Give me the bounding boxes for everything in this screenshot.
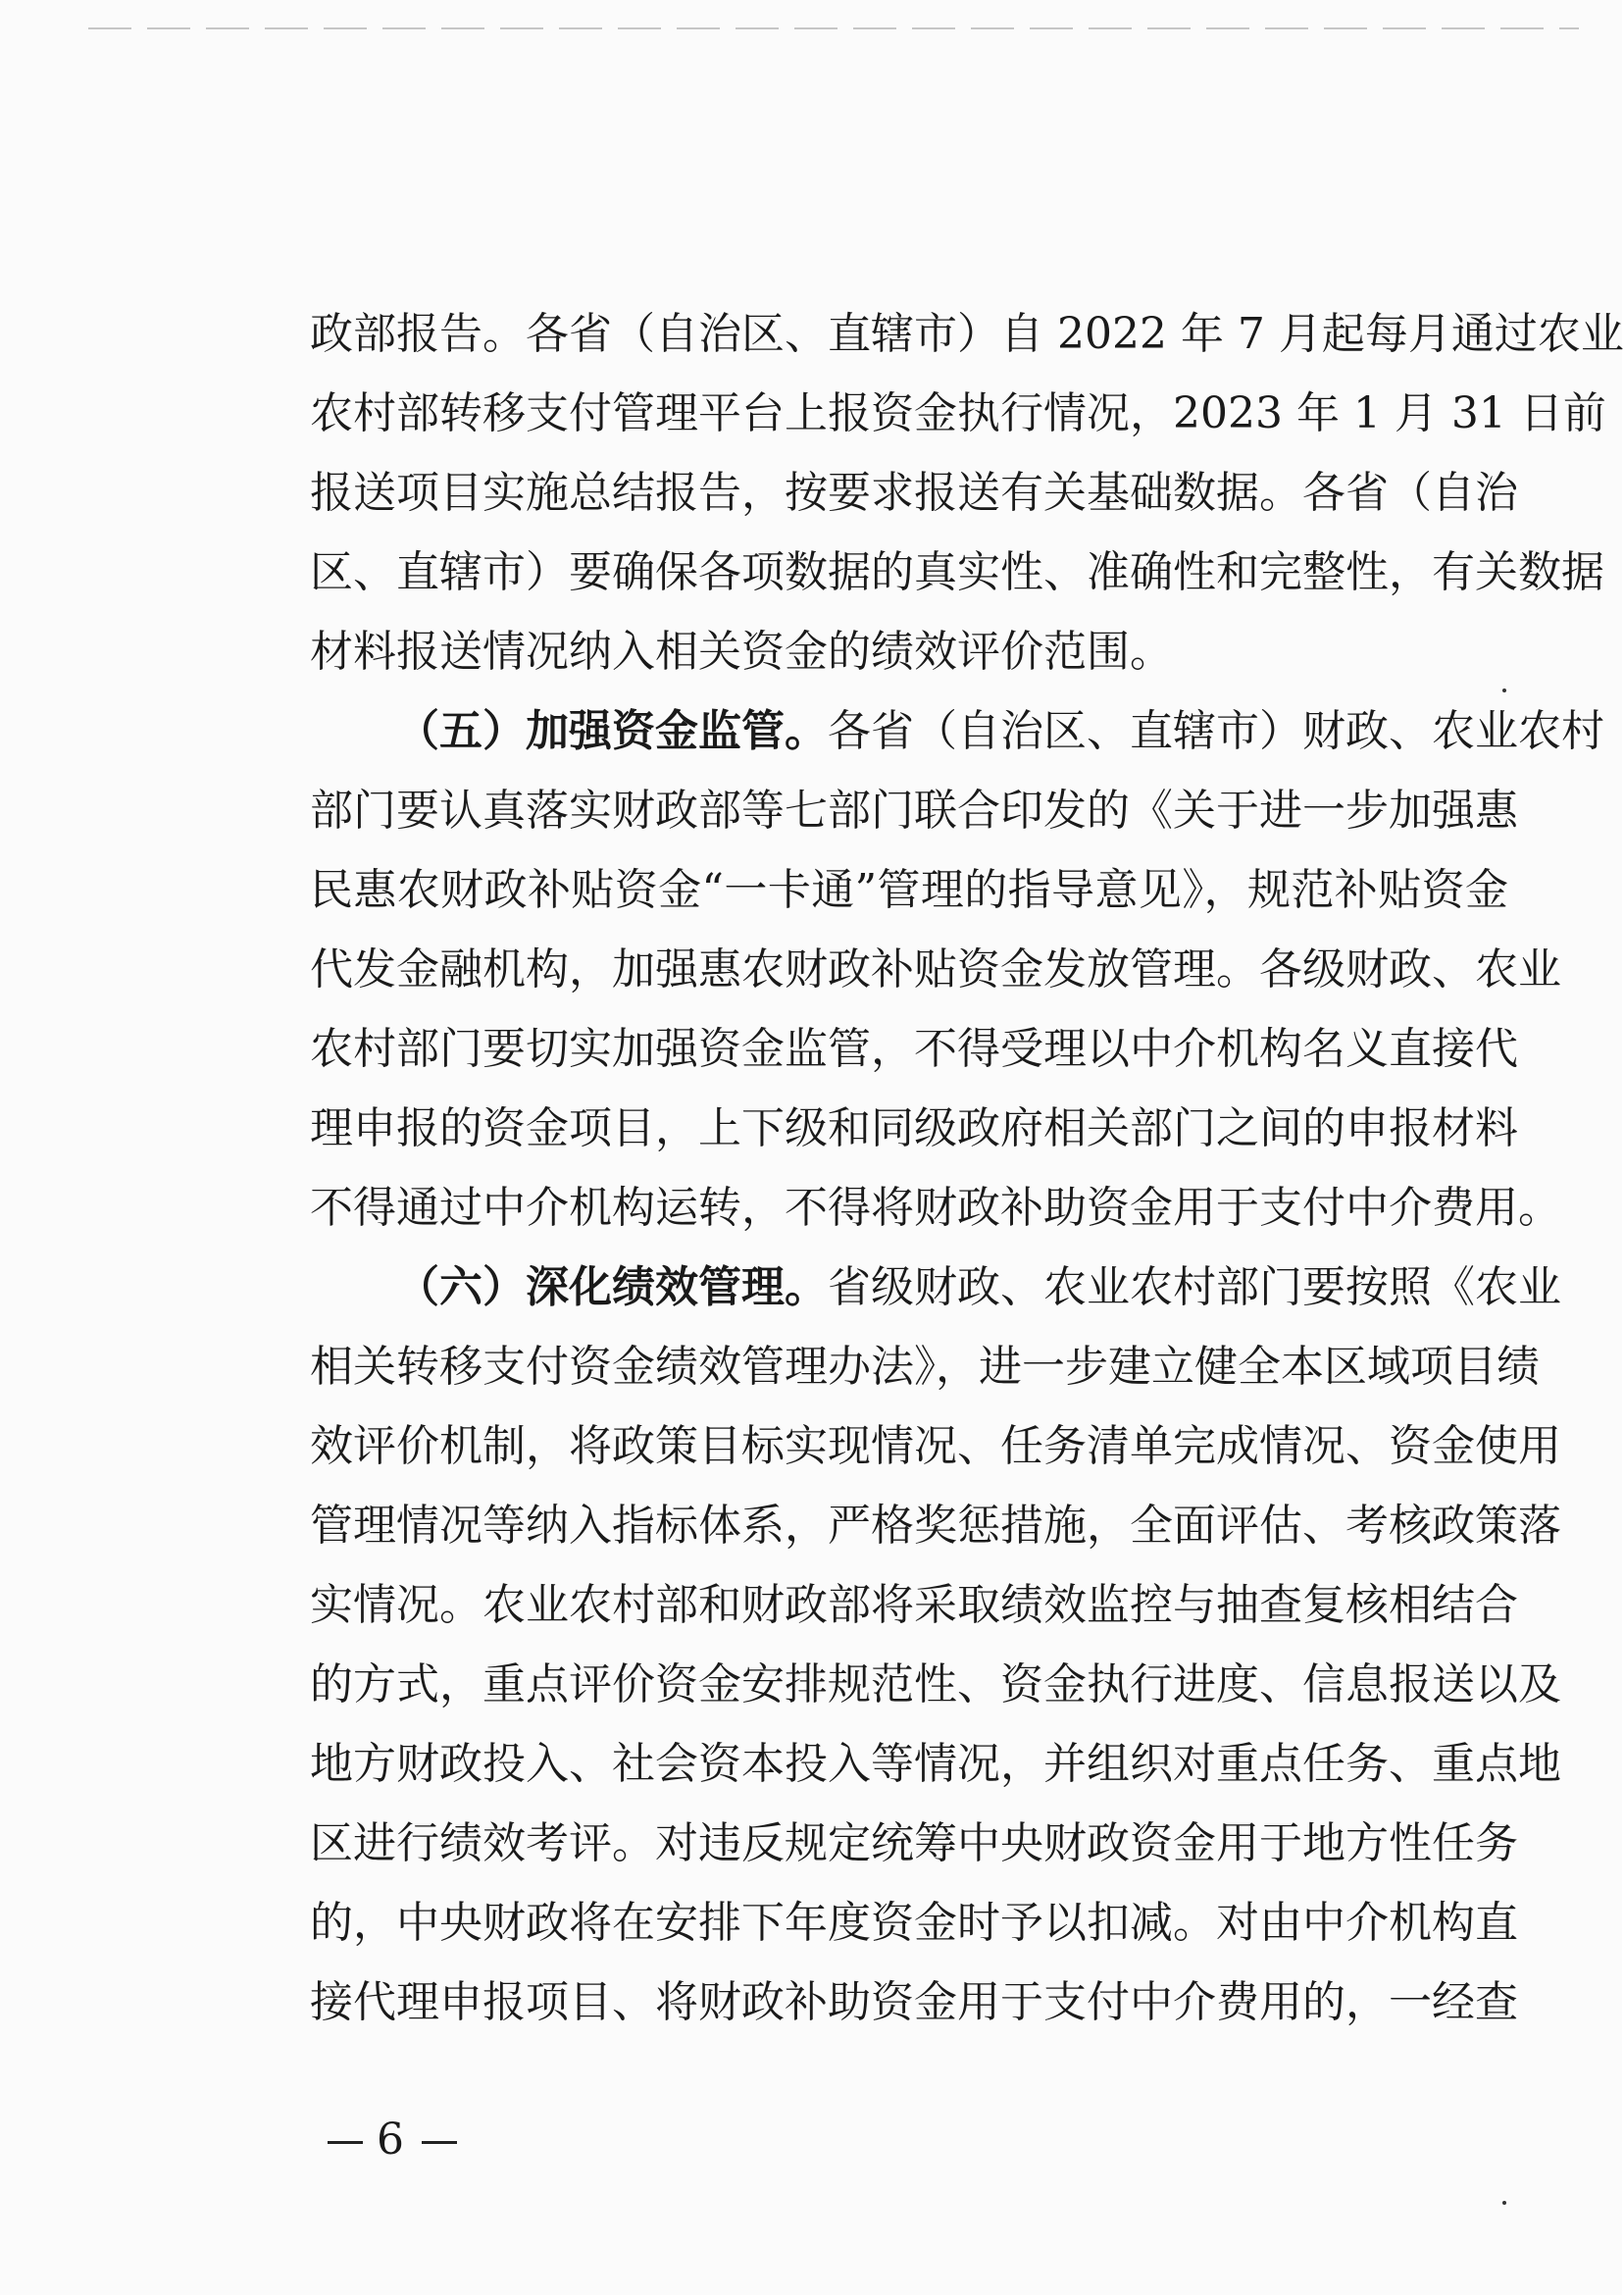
text-line: 农村部转移支付管理平台上报资金执行情况，2023 年 1 月 31 日前 <box>310 388 1606 438</box>
document-body <box>310 294 1624 2042</box>
text-line: 材料报送情况纳入相关资金的绩效评价范围。 <box>310 627 1173 677</box>
text-line: 效评价机制，将政策目标实现情况、任务清单完成情况、资金使用 <box>310 1421 1561 1471</box>
text-line: 区、直辖市）要确保各项数据的真实性、准确性和完整性，有关数据 <box>310 547 1604 597</box>
section-heading-five: （五）加强资金监管。 <box>396 706 828 756</box>
page-number-dash-left <box>328 2141 363 2144</box>
text-line: 民惠农财政补贴资金“一卡通”管理的指导意见》，规范补贴资金 <box>310 865 1508 915</box>
text-line: 不得通过中介机构运转，不得将财政补助资金用于支付中介费用。 <box>310 1183 1561 1233</box>
text-line: 政部报告。各省（自治区、直辖市）自 2022 年 7 月起每月通过农业 <box>310 309 1624 359</box>
section-heading-six: （六）深化绩效管理。 <box>396 1262 828 1312</box>
text-span: 各省（自治区、直辖市）财政、农业农村 <box>828 706 1604 756</box>
scan-speck <box>1502 688 1506 692</box>
text-line: 的，中央财政将在安排下年度资金时予以扣减。对由中介机构直 <box>310 1898 1518 1948</box>
text-line: 地方财政投入、社会资本投入等情况，并组织对重点任务、重点地 <box>310 1739 1561 1789</box>
text-line: 接代理申报项目、将财政补助资金用于支付中介费用的，一经查 <box>310 1977 1518 2027</box>
text-line <box>310 691 1604 771</box>
text-line: 的方式，重点评价资金安排规范性、资金执行进度、信息报送以及 <box>310 1659 1561 1709</box>
text-line: 实情况。农业农村部和财政部将采取绩效监控与抽查复核相结合 <box>310 1580 1518 1630</box>
page-number-dash-right <box>422 2141 457 2144</box>
text-line: 报送项目实施总结报告，按要求报送有关基础数据。各省（自治 <box>310 468 1518 518</box>
text-span: 省级财政、农业农村部门要按照《农业 <box>828 1262 1561 1312</box>
scan-speck <box>1502 2201 1506 2205</box>
text-line: 部门要认真落实财政部等七部门联合印发的《关于进一步加强惠 <box>310 786 1518 836</box>
text-line: 管理情况等纳入指标体系，严格奖惩措施，全面评估、考核政策落 <box>310 1501 1561 1551</box>
text-line: 理申报的资金项目，上下级和同级政府相关部门之间的申报材料 <box>310 1103 1518 1153</box>
text-line: 相关转移支付资金绩效管理办法》，进一步建立健全本区域项目绩 <box>310 1342 1540 1392</box>
scan-top-edge <box>88 27 1579 29</box>
text-line: 区进行绩效考评。对违反规定统筹中央财政资金用于地方性任务 <box>310 1818 1518 1868</box>
page-number-value: 6 <box>377 2115 408 2165</box>
text-line: 代发金融机构，加强惠农财政补贴资金发放管理。各级财政、农业 <box>310 944 1561 994</box>
page-number <box>328 2111 475 2169</box>
text-line: 农村部门要切实加强资金监管，不得受理以中介机构名义直接代 <box>310 1024 1518 1074</box>
text-line <box>310 1248 1561 1327</box>
